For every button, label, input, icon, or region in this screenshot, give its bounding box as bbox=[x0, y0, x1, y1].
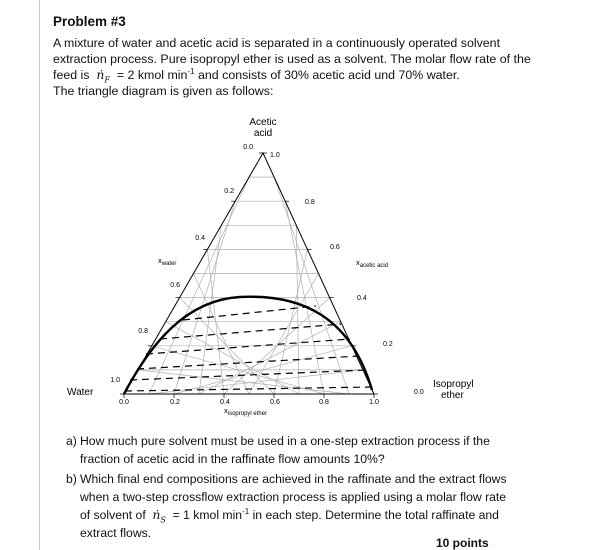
intro-line-2: extraction process. Pure isopropyl ether is used as a solvent. The molar flow rate of the bbox=[53, 52, 531, 66]
right-tick-label: 0.6 bbox=[330, 244, 340, 251]
grid-line bbox=[296, 225, 299, 394]
tie-line bbox=[130, 370, 366, 380]
binodal-curve bbox=[124, 297, 372, 394]
right-tick-label: 1.0 bbox=[270, 152, 280, 159]
bottom-tick-label: 1.0 bbox=[369, 399, 379, 406]
bottom-tick-label: 0.2 bbox=[170, 399, 180, 406]
corner-label-isopropyl: Isopropyl bbox=[433, 379, 474, 390]
axis-label-water: $x_{water}$ bbox=[158, 256, 177, 267]
corner-label-ether: ether bbox=[441, 390, 464, 401]
solvent-symbol: n bbox=[152, 508, 161, 522]
question-b-solvent-line bbox=[80, 506, 580, 524]
bottom-tick-label: 0.8 bbox=[319, 399, 329, 406]
feed-subscript: F bbox=[104, 75, 110, 85]
diagram-intro: The triangle diagram is given as follows: bbox=[53, 84, 274, 98]
tick-marks bbox=[120, 153, 378, 398]
question-a bbox=[66, 432, 580, 468]
left-tick-label: 0.8 bbox=[138, 328, 148, 335]
axis-label-acetic-acid: $x_{acetic acid}$ bbox=[356, 258, 389, 269]
question-b-line-2: when a two-step crossflow extraction process is applied using a molar flow rate bbox=[80, 490, 507, 504]
tie-line bbox=[146, 339, 350, 354]
question-a-label: a) bbox=[66, 434, 77, 448]
apex-label-acetic: Acetic bbox=[249, 117, 277, 128]
left-tick-label: 0.0 bbox=[243, 144, 253, 151]
right-tick-label: 0.4 bbox=[357, 295, 367, 302]
apex-label-acid: acid bbox=[253, 128, 273, 139]
tie-line bbox=[160, 324, 341, 339]
solvent-subscript: S bbox=[160, 515, 166, 525]
points-label: 10 points bbox=[436, 536, 489, 550]
solvent-suffix: in each step. Determine the total raffinate and bbox=[252, 508, 499, 522]
grid-line bbox=[274, 177, 349, 394]
right-tick-label: 0.2 bbox=[383, 341, 393, 348]
question-b bbox=[66, 470, 580, 542]
feed-prefix: feed is bbox=[53, 68, 90, 82]
solvent-superscript: -1 bbox=[242, 506, 250, 516]
bottom-tick-label: 0.4 bbox=[220, 399, 230, 406]
solvent-prefix: of solvent of bbox=[80, 508, 146, 522]
feed-value: = 2 kmol min bbox=[116, 68, 188, 82]
grid-line bbox=[138, 370, 349, 394]
left-tick-label: 1.0 bbox=[110, 377, 120, 384]
corner-label-water: Water bbox=[67, 387, 94, 398]
problem-title: Problem #3 bbox=[53, 14, 126, 29]
feed-suffix: and consists of 30% acetic acid und 70% water. bbox=[198, 68, 460, 82]
question-b-line-1: Which final end compositions are achieved in the raffinate and the extract flows bbox=[80, 472, 507, 486]
question-a-line-2: fraction of acetic acid in the raffinate flow amounts 10%? bbox=[80, 452, 385, 466]
right-tick-label: 0.0 bbox=[414, 389, 424, 396]
bottom-tick-label: 0.0 bbox=[119, 399, 129, 406]
axis-label-isopropyl-ether: $x_{isopropyl ether}$ bbox=[224, 406, 268, 417]
right-tick-label: 0.8 bbox=[305, 199, 315, 206]
question-a-line-1: How much pure solvent must be used in a one-step extraction process if the bbox=[80, 434, 490, 448]
intro-line-1: A mixture of water and acetic acid is separated in a continuously operated solvent bbox=[53, 36, 501, 50]
question-b-label: b) bbox=[66, 472, 77, 486]
bottom-tick-labels bbox=[119, 399, 379, 406]
bottom-tick-label: 0.6 bbox=[270, 399, 280, 406]
left-tick-label: 0.6 bbox=[170, 282, 180, 289]
left-tick-label: 0.4 bbox=[195, 235, 205, 242]
tie-line bbox=[125, 387, 371, 391]
left-tick-label: 0.2 bbox=[224, 188, 234, 195]
question-b-last-line: extract flows. bbox=[80, 526, 152, 540]
solvent-value: = 1 kmol min bbox=[172, 508, 243, 522]
feed-superscript: -1 bbox=[187, 66, 195, 76]
feed-symbol: n bbox=[96, 67, 105, 82]
